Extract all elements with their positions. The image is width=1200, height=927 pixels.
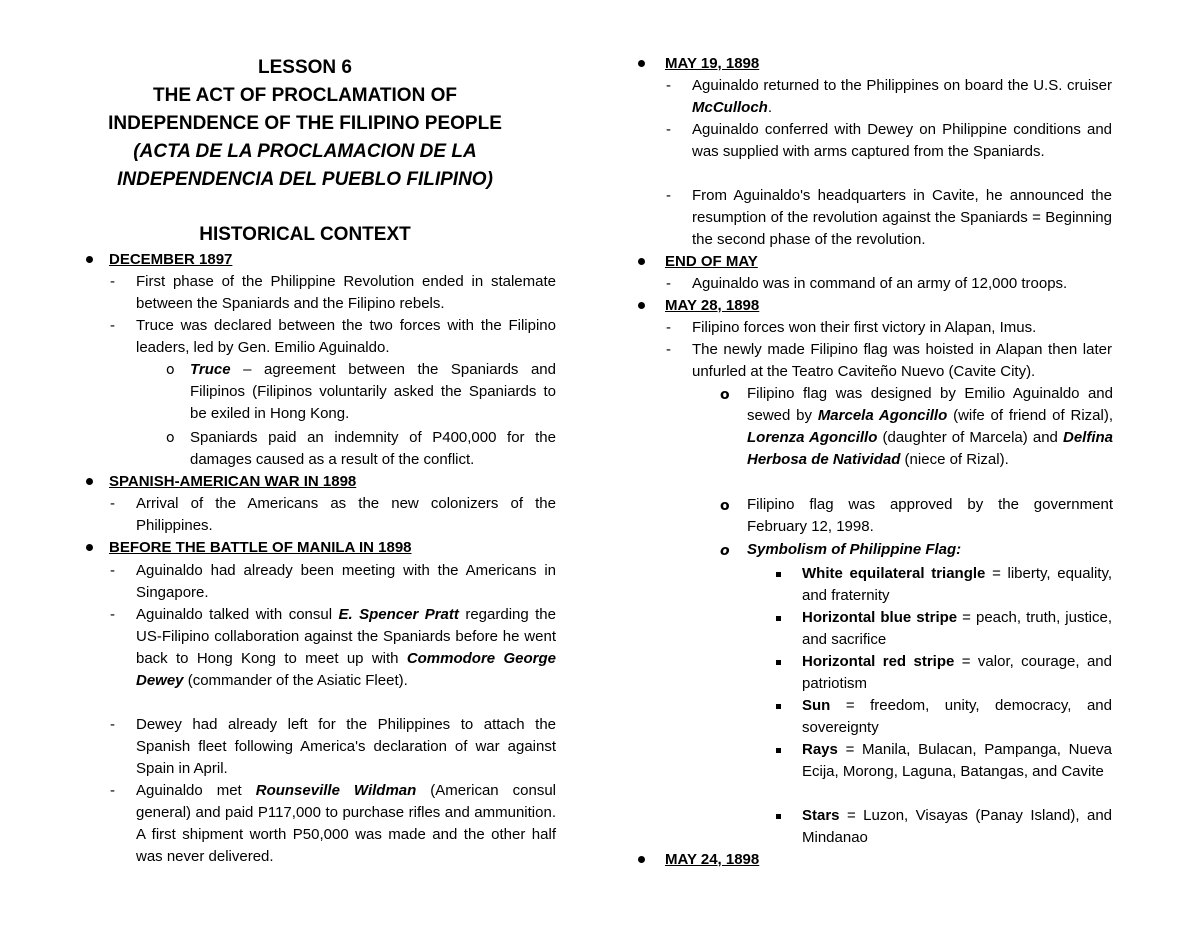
bullet-dot	[638, 60, 645, 67]
text-run: (daughter of Marcela) and	[877, 429, 1063, 446]
sub-paragraph	[190, 359, 556, 425]
term-truce: Truce	[190, 361, 231, 378]
truce-definition: – agreement between the Spaniards and Filipinos (Filipinos voluntarily asked the Spaniards to be exiled in Hong Kong.	[190, 361, 556, 422]
title-line-2: INDEPENDENCE OF THE FILIPINO PEOPLE	[108, 113, 502, 134]
text-run: (niece of Rizal).	[900, 451, 1009, 468]
name-wildman: Rounseville Wildman	[255, 782, 417, 799]
paragraph: Aguinaldo conferred with Dewey on Philippine conditions and was supplied with arms captured from the Spaniards.	[692, 121, 1112, 160]
square-bullet	[776, 704, 781, 709]
symbol-term: Sun	[802, 697, 831, 714]
dash-marker: -	[666, 341, 671, 358]
dash-marker: -	[110, 606, 115, 623]
dash-marker: -	[666, 187, 671, 204]
historical-context-heading: HISTORICAL CONTEXT	[199, 224, 411, 245]
bullet-dot	[638, 258, 645, 265]
bullet-dot	[86, 256, 93, 263]
dash-marker: -	[110, 716, 115, 733]
name-delfina-herbosa: Delfina Herbosa de Natividad	[747, 429, 1113, 468]
text-run: (commander of the Asiatic Fleet).	[183, 672, 408, 689]
symbol-meaning: = liberty, equality, and fraternity	[802, 565, 1112, 604]
symbol-item-stars	[802, 805, 1112, 849]
name-pratt: E. Spencer Pratt	[338, 606, 459, 623]
name-marcela-agoncillo: Marcela Agoncillo	[817, 407, 948, 424]
symbol-meaning: = peach, truth, justice, and sacrifice	[802, 609, 1112, 648]
paragraph: Dewey had already left for the Philippines to attach the Spanish fleet following America's declaration of war against Spain in April.	[136, 716, 556, 777]
paragraph: Arrival of the Americans as the new colonizers of the Philippines.	[136, 495, 556, 534]
square-bullet	[776, 616, 781, 621]
text-run: Aguinaldo talked with consul	[136, 606, 339, 623]
title-line-3: (ACTA DE LA PROCLAMACION DE LA	[133, 141, 477, 162]
sub-bullet-marker: o	[720, 387, 730, 403]
paragraph: Filipino forces won their first victory in Alapan, Imus.	[692, 319, 1037, 336]
lesson-number: LESSON 6	[258, 57, 352, 78]
section-heading-end-of-may: END OF MAY	[665, 253, 758, 270]
text-run: Aguinaldo returned to the Philippines on board the U.S. cruiser	[692, 77, 1112, 94]
paragraph: The newly made Filipino flag was hoisted in Alapan then later unfurled at the Teatro Caviteño Nuevo (Cavite City).	[692, 341, 1112, 380]
sub-paragraph: Spaniards paid an indemnity of P400,000 for the damages caused as a result of the conflict.	[190, 429, 556, 468]
symbol-item-white-triangle	[802, 563, 1112, 607]
symbol-item-rays	[802, 739, 1112, 783]
dash-marker: -	[110, 562, 115, 579]
sub-bullet-marker: o	[166, 362, 175, 378]
text-run: (wife of friend of Rizal),	[947, 407, 1113, 424]
text-run: Filipino flag was designed by Emilio Aguinaldo and sewed by	[747, 385, 1113, 424]
symbol-item-blue-stripe	[802, 607, 1112, 651]
sub-paragraph	[747, 383, 1113, 471]
text-run: (American consul general) and paid P117,000 to purchase rifles and ammunition. A first shipment worth P50,000 was made and the other half was never delivered.	[136, 782, 556, 865]
bullet-dot	[86, 544, 93, 551]
section-heading-may-19-1898: MAY 19, 1898	[665, 55, 760, 72]
square-bullet	[776, 748, 781, 753]
text-run: .	[767, 99, 773, 116]
symbol-term: White equilateral triangle	[802, 565, 986, 582]
bullet-dot	[86, 478, 93, 485]
title-line-4: INDEPENDENCIA DEL PUEBLO FILIPINO)	[117, 169, 493, 190]
square-bullet	[776, 814, 781, 819]
sub-bullet-marker: o	[720, 543, 730, 559]
symbol-meaning: = Manila, Bulacan, Pampanga, Nueva Ecija, Morong, Laguna, Batangas, and Cavite	[802, 741, 1112, 780]
section-heading-december-1897: DECEMBER 1897	[109, 251, 233, 268]
name-lorenza-agoncillo: Lorenza Agoncillo	[747, 429, 878, 446]
square-bullet	[776, 572, 781, 577]
paragraph	[692, 75, 1112, 119]
symbol-meaning: = valor, courage, and patriotism	[802, 653, 1112, 692]
dash-marker: -	[110, 782, 115, 799]
sub-paragraph: Filipino flag was approved by the government February 12, 1998.	[747, 496, 1113, 535]
section-heading-battle-of-manila: BEFORE THE BATTLE OF MANILA IN 1898	[109, 539, 412, 556]
symbol-term: Rays	[802, 741, 838, 758]
symbol-term: Horizontal red stripe	[802, 653, 955, 670]
symbol-term: Stars	[802, 807, 840, 824]
text-run: Aguinaldo met	[136, 782, 256, 799]
section-heading-may-24-1898: MAY 24, 1898	[665, 851, 760, 868]
dash-marker: -	[666, 121, 671, 138]
text-run: regarding the US-Filipino collaboration against the Spaniards before he went back to Hong Kong to meet up with	[136, 606, 556, 667]
symbol-item-red-stripe	[802, 651, 1112, 695]
paragraph: From Aguinaldo's headquarters in Cavite, he announced the resumption of the revolution against the Spaniards = Beginning the second phase of the revolution.	[692, 187, 1112, 248]
paragraph	[136, 604, 556, 692]
sub-bullet-marker: o	[166, 430, 175, 446]
section-heading-spanish-american-war: SPANISH-AMERICAN WAR IN 1898	[109, 473, 357, 490]
symbol-item-sun	[802, 695, 1112, 739]
sub-bullet-marker: o	[720, 498, 730, 514]
dash-marker: -	[110, 495, 115, 512]
symbolism-heading: Symbolism of Philippine Flag:	[747, 541, 962, 558]
name-dewey: Commodore George Dewey	[136, 650, 556, 689]
symbol-term: Horizontal blue stripe	[802, 609, 958, 626]
bullet-dot	[638, 302, 645, 309]
dash-marker: -	[666, 275, 671, 292]
paragraph	[136, 780, 556, 868]
dash-marker: -	[110, 317, 115, 334]
symbol-meaning: = freedom, unity, democracy, and sovereignty	[802, 697, 1112, 736]
bullet-dot	[638, 856, 645, 863]
lesson-title	[82, 54, 528, 194]
section-heading-may-28-1898: MAY 28, 1898	[665, 297, 760, 314]
dash-marker: -	[666, 319, 671, 336]
square-bullet	[776, 660, 781, 665]
title-line-1: THE ACT OF PROCLAMATION OF	[153, 85, 457, 106]
name-mcculloch: McCulloch	[692, 99, 768, 116]
symbol-meaning: = Luzon, Visayas (Panay Island), and Mindanao	[802, 807, 1112, 846]
paragraph: First phase of the Philippine Revolution ended in stalemate between the Spaniards and the Filipino rebels.	[136, 273, 556, 312]
paragraph: Aguinaldo was in command of an army of 12,000 troops.	[692, 275, 1068, 292]
paragraph: Truce was declared between the two forces with the Filipino leaders, led by Gen. Emilio Aguinaldo.	[136, 317, 556, 356]
dash-marker: -	[666, 77, 671, 94]
paragraph: Aguinaldo had already been meeting with the Americans in Singapore.	[136, 562, 556, 601]
dash-marker: -	[110, 273, 115, 290]
